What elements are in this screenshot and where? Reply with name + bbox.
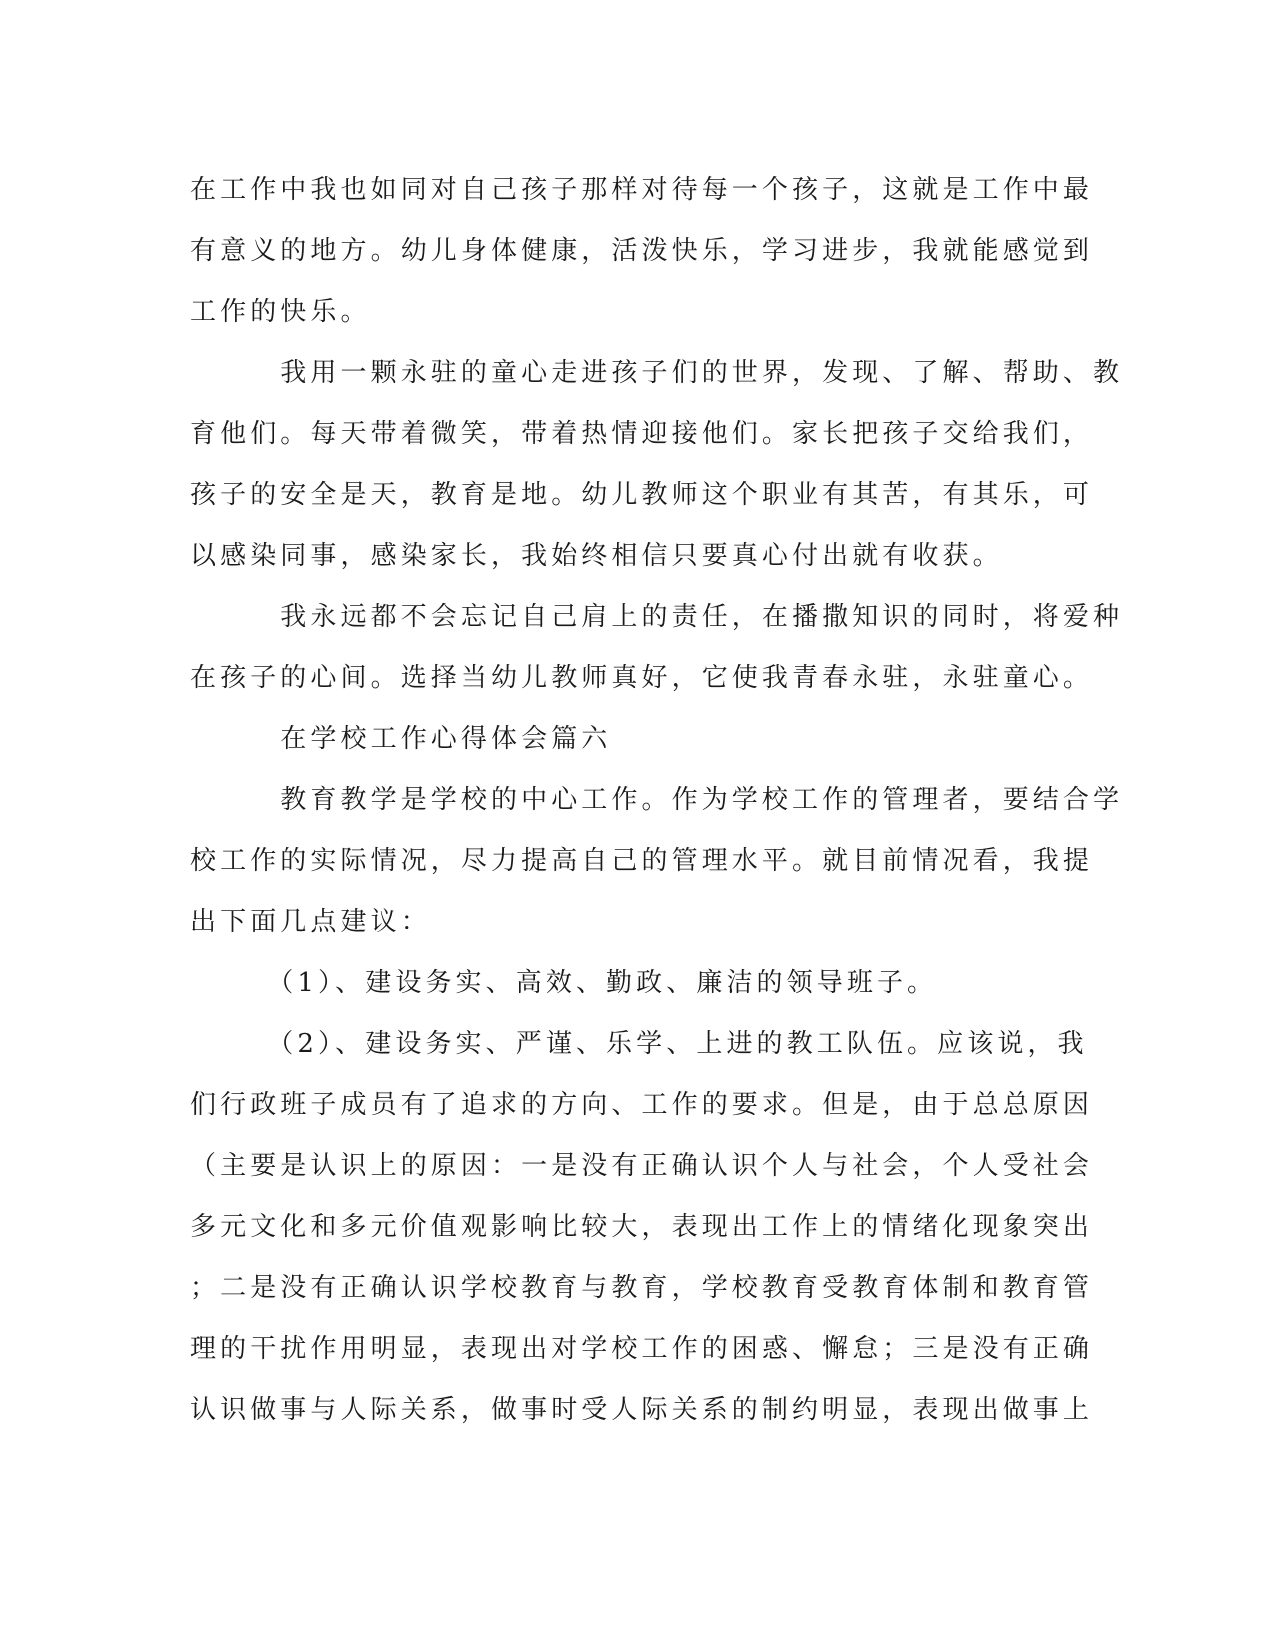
text-line: 教育教学是学校的中心工作。作为学校工作的管理者，要结合学 xyxy=(190,785,1124,815)
text-line: 在工作中我也如同对自己孩子那样对待每一个孩子，这就是工作中最 xyxy=(190,175,1094,205)
text-line: 有意义的地方。幼儿身体健康，活泼快乐，学习进步，我就能感觉到 xyxy=(190,236,1094,266)
text-line: 我用一颗永驻的童心走进孩子们的世界，发现、了解、帮助、教 xyxy=(190,358,1124,388)
text-line: 认识做事与人际关系，做事时受人际关系的制约明显，表现出做事上 xyxy=(190,1395,1094,1425)
text-line: 工作的快乐。 xyxy=(190,297,371,327)
text-line: 出下面几点建议： xyxy=(190,907,431,937)
text-line: 在孩子的心间。选择当幼儿教师真好，它使我青春永驻，永驻童心。 xyxy=(190,663,1094,693)
text-line: 校工作的实际情况，尽力提高自己的管理水平。就目前情况看，我提 xyxy=(190,846,1094,876)
text-line: 孩子的安全是天，教育是地。幼儿教师这个职业有其苦，有其乐，可 xyxy=(190,480,1094,510)
list-item: （2）、建设务实、严谨、乐学、上进的教工队伍。应该说，我 xyxy=(190,1029,1088,1059)
text-line: 我永远都不会忘记自己肩上的责任，在播撒知识的同时，将爱种 xyxy=(190,602,1124,632)
section-heading: 在学校工作心得体会篇六 xyxy=(190,724,612,754)
text-line: 理的干扰作用明显，表现出对学校工作的困惑、懈怠；三是没有正确 xyxy=(190,1334,1094,1364)
text-line: （主要是认识上的原因：一是没有正确认识个人与社会，个人受社会 xyxy=(190,1151,1094,1181)
text-line: 育他们。每天带着微笑，带着热情迎接他们。家长把孩子交给我们， xyxy=(190,419,1094,449)
list-item: （1）、建设务实、高效、勤政、廉洁的领导班子。 xyxy=(190,968,938,998)
text-line: 们行政班子成员有了追求的方向、工作的要求。但是，由于总总原因 xyxy=(190,1090,1094,1120)
body-text xyxy=(190,160,1124,1441)
text-line: ；二是没有正确认识学校教育与教育，学校教育受教育体制和教育管 xyxy=(190,1273,1094,1303)
text-line: 以感染同事，感染家长，我始终相信只要真心付出就有收获。 xyxy=(190,541,1003,571)
text-line: 多元文化和多元价值观影响比较大，表现出工作上的情绪化现象突出 xyxy=(190,1212,1094,1242)
